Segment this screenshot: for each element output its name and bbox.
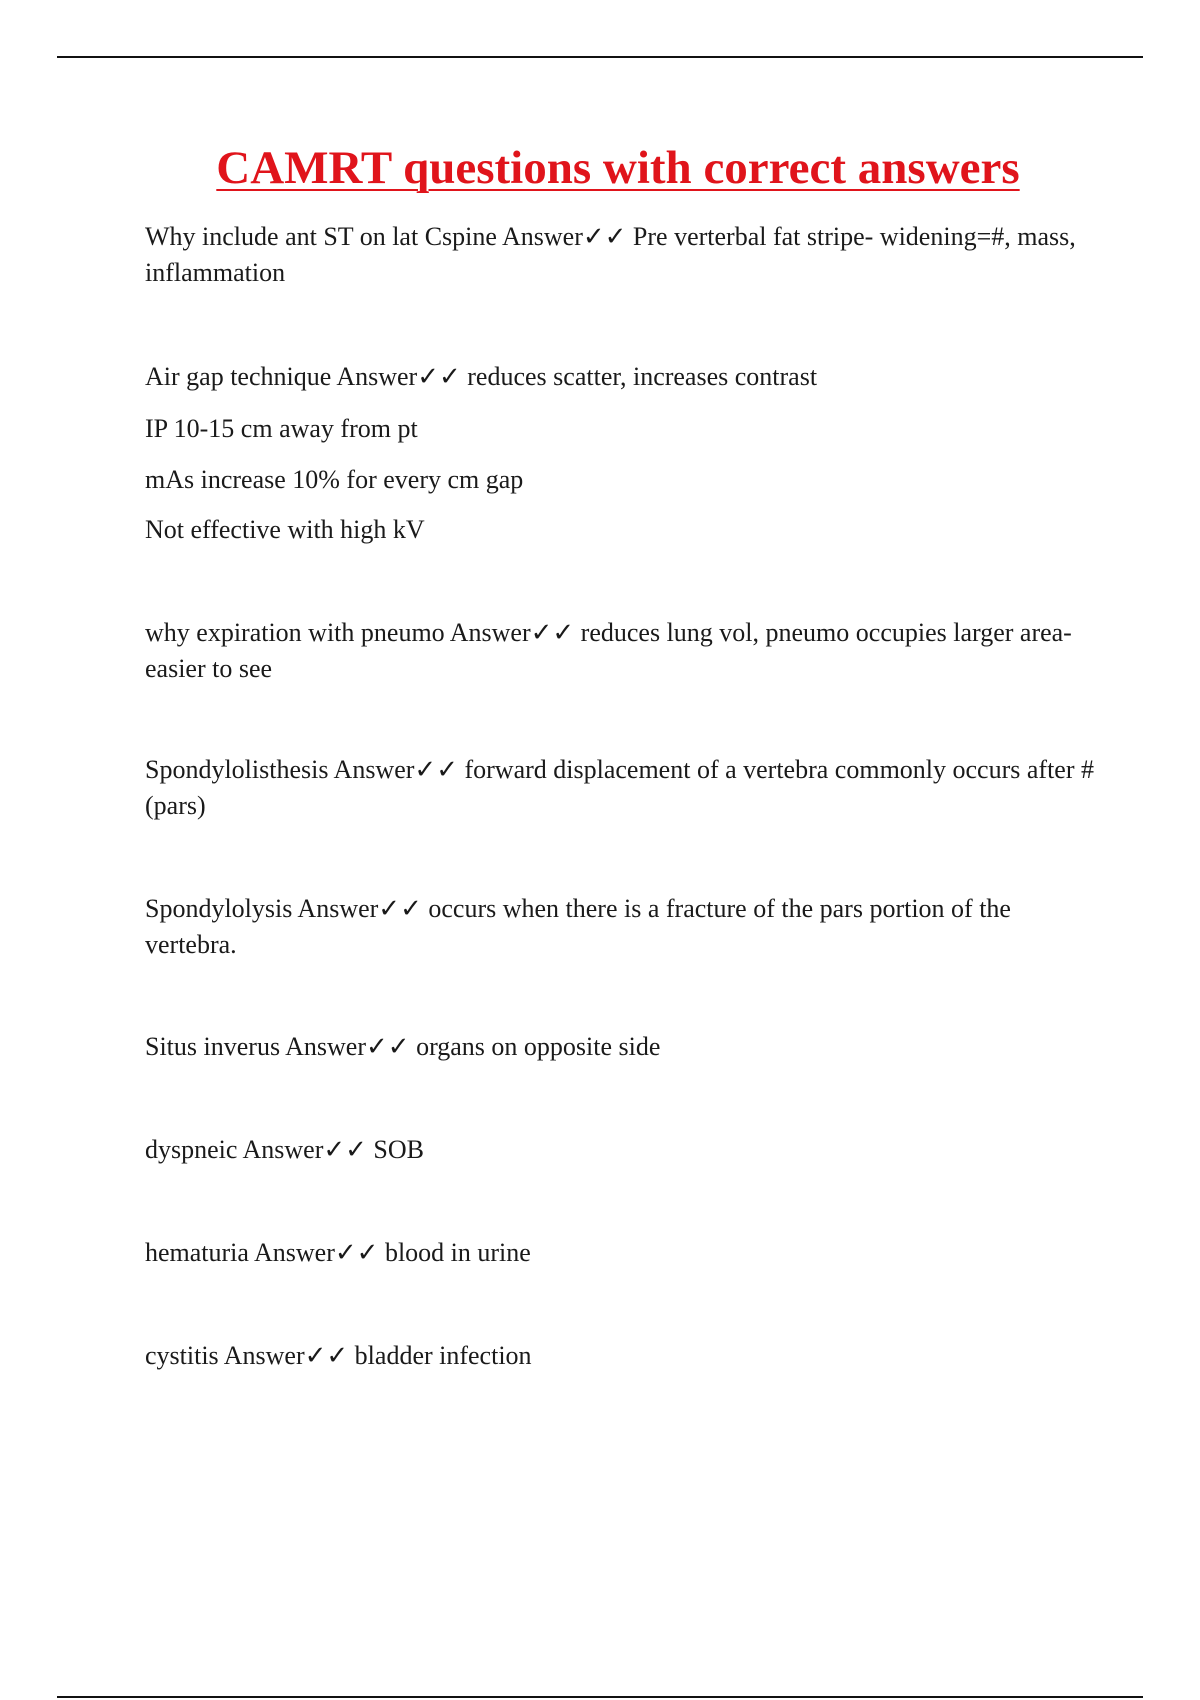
qa-entry-expiration: why expiration with pneumo Answer✓✓ reduces lung vol, pneumo occupies larger area- easier to see <box>145 618 1072 683</box>
qa-entry-cspine: Why include ant ST on lat Cspine Answer✓✓ Pre verterbal fat stripe- widening=#, mass, inflammation <box>145 222 1076 287</box>
qa-entry-spondylolysis: Spondylolysis Answer✓✓ occurs when there is a fracture of the pars portion of the vertebra. <box>145 894 1011 959</box>
page-title: CAMRT questions with correct answers <box>216 142 1020 194</box>
qa-entry-cystitis: cystitis Answer✓✓ bladder infection <box>145 1341 532 1370</box>
qa-entry-spondylolisthesis: Spondylolisthesis Answer✓✓ forward displacement of a vertebra commonly occurs after # (pars) <box>145 755 1094 820</box>
qa-entry-dyspneic: dyspneic Answer✓✓ SOB <box>145 1135 425 1164</box>
air-gap-note-mas: mAs increase 10% for every cm gap <box>145 465 524 494</box>
qa-entry-hematuria: hematuria Answer✓✓ blood in urine <box>145 1238 531 1267</box>
qa-entry-situs-inverus: Situs inverus Answer✓✓ organs on opposite side <box>145 1032 661 1061</box>
qa-entry-air-gap: Air gap technique Answer✓✓ reduces scatter, increases contrast <box>145 362 818 391</box>
air-gap-note-distance: IP 10-15 cm away from pt <box>145 414 418 443</box>
air-gap-note-kv: Not effective with high kV <box>145 515 425 544</box>
header-rule <box>57 56 1143 58</box>
footer-rule <box>57 1696 1143 1698</box>
